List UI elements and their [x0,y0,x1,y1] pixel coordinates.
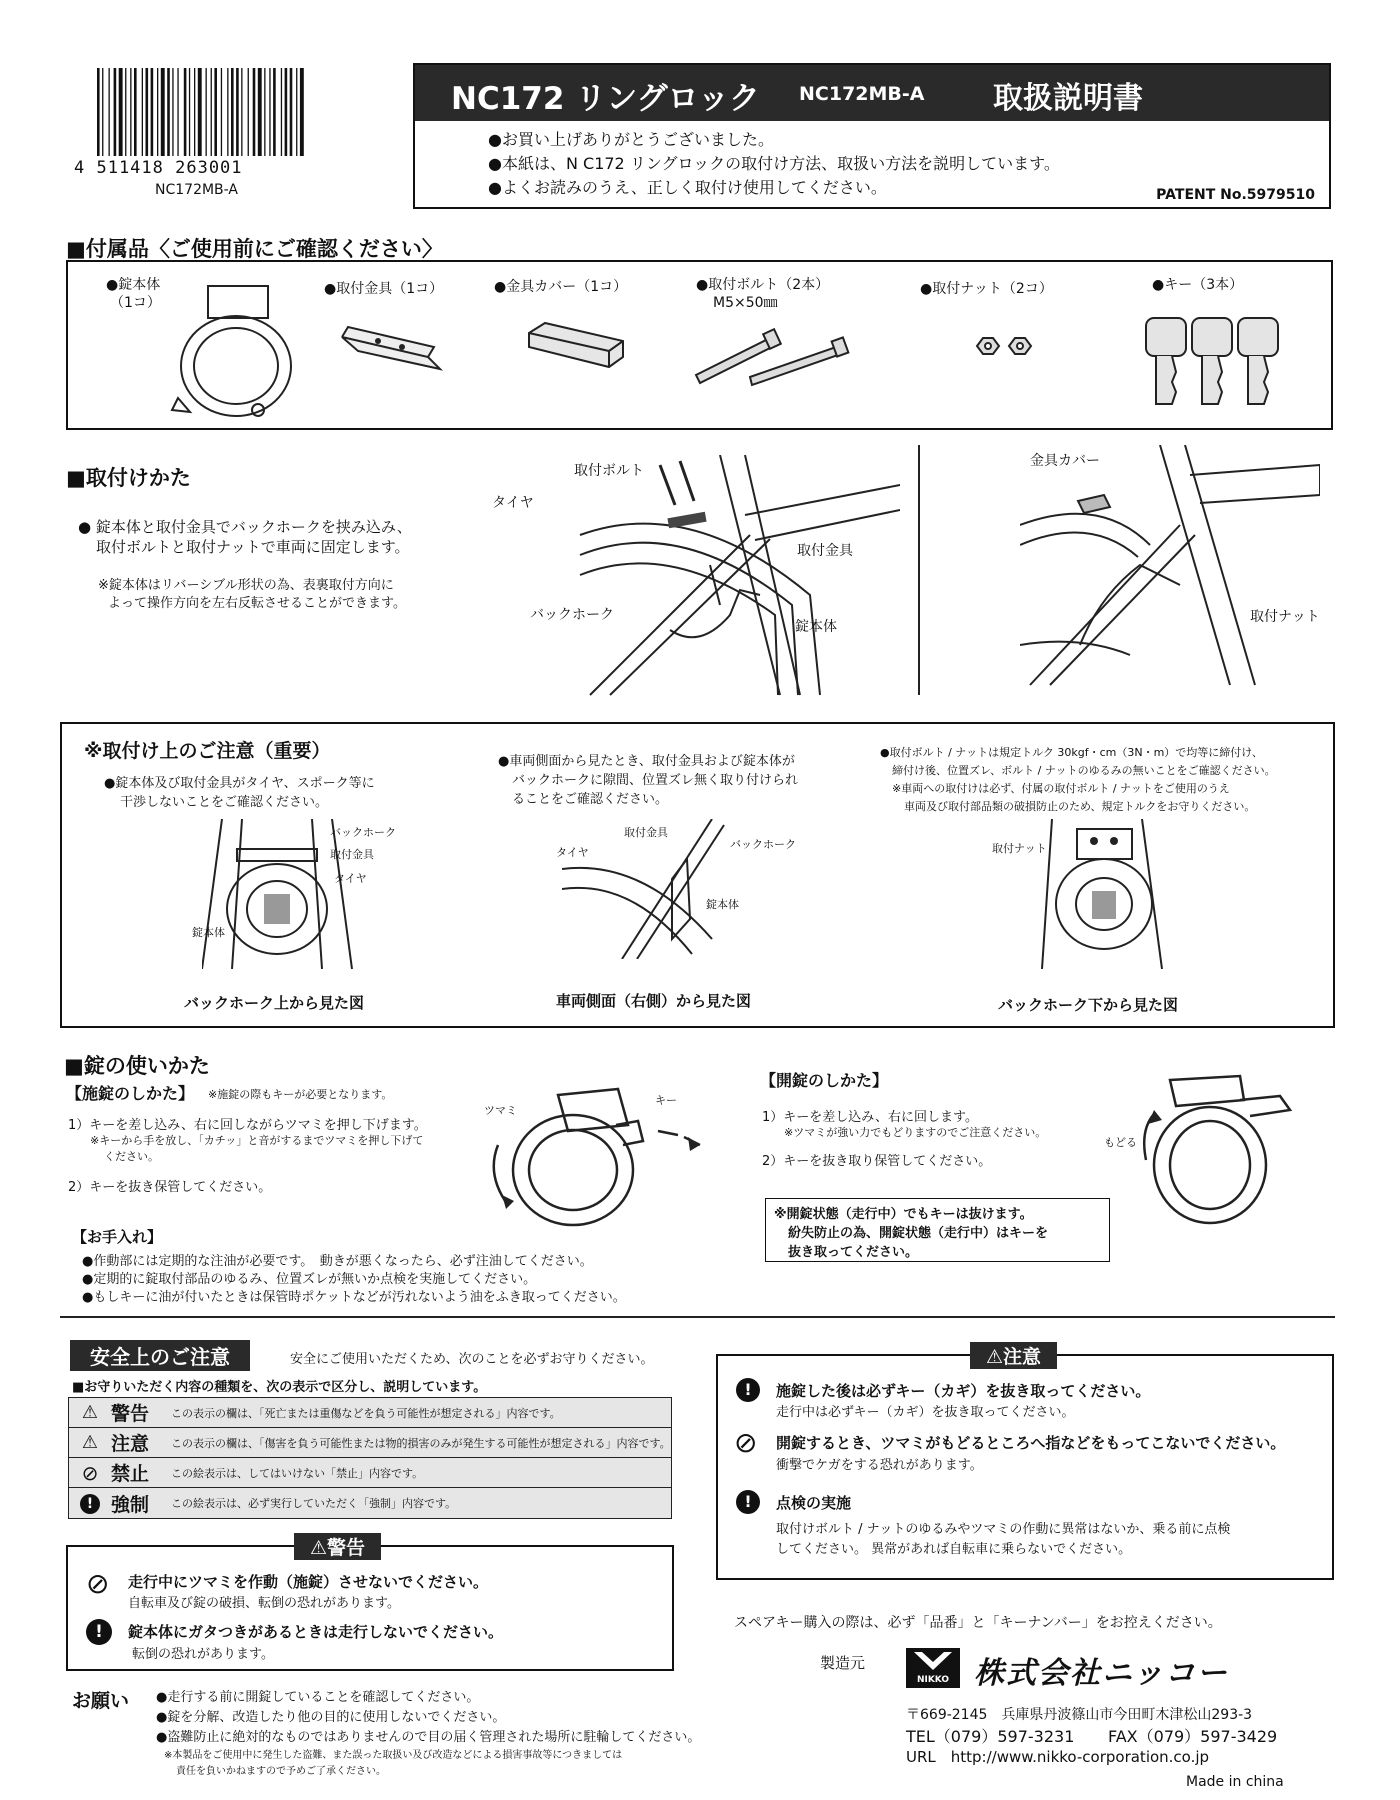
caution-3-mandatory-icon: ! [736,1490,760,1514]
caution-install-title: ※取付け上のご注意（重要） [84,740,331,762]
fig1-caption: バックホーク上から見た図 [184,994,365,1012]
unlock-note-1: ※開錠状態（走行中）でもキーは抜けます。 [774,1207,1033,1222]
acc-lock-body-label: ●錠本体 [106,277,161,293]
barcode [95,68,305,158]
unlock-note-box [765,1198,1110,1262]
spare-key-note: スペアキー購入の際は、必ず「品番」と「キーナンバー」をお控えください。 [734,1615,1222,1631]
fig3-caption: バックホーク下から見た図 [998,996,1179,1014]
unlock-illustration [1140,1070,1330,1230]
classify-mandatory-label: 強制 [111,1493,150,1516]
fig2-body-label: 錠本体 [706,898,739,911]
request-3: ●盗難防止に絶対的なものではありませんので目の届く管理された場所に駐輪してください。 [156,1730,701,1745]
lock-key-label: キー [655,1094,677,1107]
warning-1-prohibit-icon: ⊘ [86,1567,110,1600]
caution-box-title [970,1342,1057,1369]
accessories-box [66,260,1333,430]
acc-bolt-size: M5×50㎜ [713,295,778,311]
fig2-bracket-label: 取付金具 [624,826,668,839]
caution-2-prohibit-icon: ⊘ [734,1426,758,1459]
warning-triangle-icon: ⚠ [81,1402,99,1423]
install-body-1: ● 錠本体と取付金具でバックホークを挟み込み、 [78,518,412,536]
warning-2-mandatory-icon: ! [86,1619,112,1645]
warning-2-head: 錠本体にガタつきがあるときは走行しないでください。 [128,1623,504,1641]
request-1: ●走行する前に開錠していることを確認してください。 [156,1690,480,1705]
nikko-logo-mark [906,1648,960,1674]
nikko-logo-text: NIKKO [916,1675,950,1685]
acc-cover-label: ●金具カバー（1コ） [494,279,628,295]
caution-1-head: 施錠した後は必ずキー（カギ）を抜き取ってください。 [776,1382,1151,1400]
diag-tire-label: タイヤ [492,495,534,511]
classify-row-warning [69,1398,671,1428]
ci-col3-3: ※車両への取付けは必ず、付属の取付ボルト / ナットをご使用のうえ [892,782,1230,795]
classify-prohibit-desc: この絵表示は、してはいけない「禁止」内容です。 [171,1466,424,1480]
diag-body-label: 錠本体 [795,619,837,635]
intro-1: ●お買い上げありがとうございました。 [488,130,774,149]
lock-body-illustration [168,278,298,423]
warning-title-icon: ⚠ [310,1537,328,1559]
ci-col3-2: 締付け後、位置ズレ、ボルト / ナットのゆるみの無いことをご確認ください。 [892,764,1276,777]
lock-step-1: 1）キーを差し込み、右に回しながらツマミを押し下げます。 [68,1118,427,1133]
diag-bolt-label: 取付ボルト [574,463,644,479]
safety-lead: 安全にご使用いただくため、次のことを必ずお守りください。 [290,1352,654,1367]
maker-fax: FAX（079）597-3429 [1108,1727,1278,1746]
acc-nut-label: ●取付ナット（2コ） [920,281,1053,297]
install-diagram-left [570,455,900,700]
install-divider [918,445,920,695]
classify-warning-desc: この表示の欄は、「死亡または重傷などを負う可能性が想定される」内容です。 [171,1406,561,1420]
ci-col2-2: バックホークに隙間、位置ズレ無く取り付けられ [512,773,799,788]
barcode-number: 4 511418 263001 [74,158,243,178]
accessories-title: ■付属品〈ご使用前にご確認ください〉 [66,237,443,261]
install-title: ■取付けかた [66,466,191,490]
barcode-code: NC172MB-A [155,182,238,198]
caution-title-icon: ⚠ [986,1346,1004,1368]
nuts-illustration [973,334,1043,364]
unlock-step-1: 1）キーを差し込み、右に回します。 [762,1110,979,1125]
disclaimer-2: 責任を負いかねますので予めご了承ください。 [176,1766,386,1777]
keys-illustration [1142,312,1292,412]
lock-note: ※施錠の際もキーが必要となります。 [208,1088,393,1101]
bracket-illustration [338,317,448,377]
maker-url: URL http://www.nikko-corporation.co.jp [906,1748,1210,1766]
fig2-tire-label: タイヤ [556,846,589,859]
fig1-bracket-label: 取付金具 [330,848,374,861]
caution-1-sub: 走行中は必ずキー（カギ）を抜き取ってください。 [776,1405,1075,1420]
caution-box [716,1346,1334,1580]
safety-classify: ■お守りいただく内容の種類を、次の表示で区分し、説明しています。 [72,1380,487,1395]
title-doc: 取扱説明書 [993,81,1143,116]
lock-step-1-note-1: ※キーから手を放し、「カチッ」と音がするまでツマミを押し下げて [90,1134,424,1147]
patent-number: PATENT No.5979510 [1156,187,1315,203]
bolts-illustration [688,317,858,387]
lock-step-2: 2）キーを抜き保管してください。 [68,1180,272,1195]
care-3: ●もしキーに油が付いたときは保管時ポケットなどが汚れないよう油をふき取ってください。 [82,1290,626,1305]
unlock-note-2: 紛失防止の為、開錠状態（走行中）はキーを [788,1226,1049,1241]
acc-lock-body-qty: （1コ） [110,295,161,311]
warning-1-head: 走行中にツマミを作動（施錠）させないでください。 [128,1573,489,1591]
install-body-2: 取付ボルトと取付ナットで車両に固定します。 [96,538,410,556]
classify-caution-desc: この表示の欄は、「傷害を負う可能性または物的損害のみが発生する可能性が想定される」内容です。 [171,1436,671,1450]
fig2-backhoke-label: バックホーク [730,838,796,851]
unlock-return-label: もどる [1104,1136,1137,1149]
caution-install-box [60,722,1335,1028]
title-model: NC172MB-A [799,83,925,105]
unlock-step-2: 2）キーを抜き取り保管してください。 [762,1154,992,1169]
prohibit-icon: ⊘ [81,1460,99,1485]
warning-1-sub: 自転車及び錠の破損、転倒の恐れがあります。 [128,1596,400,1611]
fig-bottom-view [1032,819,1192,969]
ci-col1-1: ●錠本体及び取付金具がタイヤ、スポーク等に [104,776,375,791]
caution-3-sub-2: してください。 異常があれば自転車に乗らないでください。 [776,1542,1132,1557]
acc-bolt-label: ●取付ボルト（2本） [696,277,830,293]
maker-address: 〒669-2145 兵庫県丹波篠山市今田町木津松山293-3 [906,1707,1253,1723]
mandatory-icon: ! [69,1493,111,1514]
title-product: NC172 リングロック [451,81,760,117]
nikko-logo [906,1648,960,1688]
classify-row-mandatory [69,1488,671,1518]
acc-bracket-label: ●取付金具（1コ） [324,281,444,297]
ci-col3-1: ●取付ボルト / ナットは規定トルク 30kgf・cm（3N・m）で均等に締付け、 [880,746,1263,759]
caution-box-title-text: 注意 [1003,1346,1042,1368]
classify-warning-label: 警告 [111,1403,150,1425]
ci-col3-4: 車両及び取付部品類の破損防止のため、規定トルクをお守りください。 [904,800,1256,813]
intro-3: ●よくお読みのうえ、正しく取付け使用してください。 [488,178,887,197]
fig2-caption: 車両側面（右側）から見た図 [556,992,752,1010]
install-diagram-right [1020,445,1320,700]
lock-title: 【施錠のしかた】 [66,1084,195,1103]
unlock-note-3: 抜き取ってください。 [788,1245,919,1260]
disclaimer-1: ※本製品をご使用中に発生した盗難、また誤った取扱い及び改造などによる損害事故等につきましては [164,1750,623,1761]
diag-nut-label: 取付ナット [1250,609,1320,625]
cover-illustration [523,317,633,377]
fig1-backhoke-label: バックホーク [330,826,396,839]
care-1: ●作動部には定期的な注油が必要です。 動きが悪くなったら、必ず注油してください。 [82,1254,593,1269]
care-title: 【お手入れ】 [72,1228,163,1246]
diag-bracket-label: 取付金具 [797,543,853,559]
unlock-step-1-note: ※ツマミが強い力でもどりますのでご注意ください。 [784,1126,1047,1139]
classify-table [68,1397,672,1519]
ci-col2-1: ●車両側面から見たとき、取付金具および錠本体が [498,754,795,769]
ci-col2-3: ることをご確認ください。 [512,792,669,807]
warning-box-title [294,1533,381,1560]
ci-col1-2: 干渉しないことをご確認ください。 [120,795,329,810]
caution-2-sub: 衝撃でケガをする恐れがあります。 [776,1458,983,1473]
lock-step-1-note-2: ください。 [104,1150,159,1163]
caution-triangle-icon: ⚠ [81,1432,99,1453]
title-bar [415,65,1329,121]
safety-title: 安全上のご注意 [70,1340,250,1371]
fig1-body-label: 錠本体 [192,926,225,939]
fig-top-view [202,819,382,969]
warning-box [66,1537,674,1671]
warning-2-sub: 転倒の恐れがあります。 [132,1647,274,1662]
classify-caution-label: 注意 [111,1433,150,1455]
usage-title: ■錠の使いかた [64,1054,210,1078]
diag-cover-label: 金具カバー [1030,453,1100,469]
caution-3-head: 点検の実施 [776,1494,852,1512]
classify-prohibit-label: 禁止 [111,1463,150,1485]
care-2: ●定期的に錠取付部品のゆるみ、位置ズレが無いか点検を実施してください。 [82,1272,537,1287]
install-note-1: ※錠本体はリバーシブル形状の為、表裏取付方向に [98,578,394,593]
maker-tel: TEL（079）597-3231 [906,1727,1075,1746]
intro-2: ●本紙は、N C172 リングロックの取付け方法、取扱い方法を説明しています。 [488,154,1060,173]
classify-row-prohibit [69,1458,671,1488]
classify-mandatory-desc: この絵表示は、必ず実行していただく「強制」内容です。 [171,1497,457,1510]
title-box [413,63,1331,209]
company-name: 株式会社ニッコー [974,1656,1229,1691]
fig3-nut-label: 取付ナット [992,842,1047,855]
install-note-2: よって操作方向を左右反転させることができます。 [108,596,406,611]
made-in: Made in china [1186,1774,1284,1790]
caution-2-head: 開錠するとき、ツマミがもどるところへ指などをもってこないでください。 [776,1434,1286,1452]
classify-row-caution [69,1428,671,1458]
unlock-title: 【開錠のしかた】 [760,1071,889,1090]
fig1-tire-label: タイヤ [334,872,367,885]
acc-key-label: ●キー（3本） [1152,277,1244,293]
lock-knob-label: ツマミ [484,1104,517,1117]
caution-1-mandatory-icon: ! [736,1378,760,1402]
barcode-graphic [95,68,305,158]
warning-box-title-text: 警告 [327,1537,366,1559]
maker-label: 製造元 [820,1654,866,1672]
request-title: お願い [72,1690,130,1712]
section-divider [60,1316,1335,1318]
caution-3-sub-1: 取付けボルト / ナットのゆるみやツマミの作動に異常はないか、乗る前に点検 [776,1522,1231,1537]
request-2: ●錠を分解、改造したり他の目的に使用しないでください。 [156,1710,506,1725]
diag-backhoke-label: バックホーク [530,607,614,623]
